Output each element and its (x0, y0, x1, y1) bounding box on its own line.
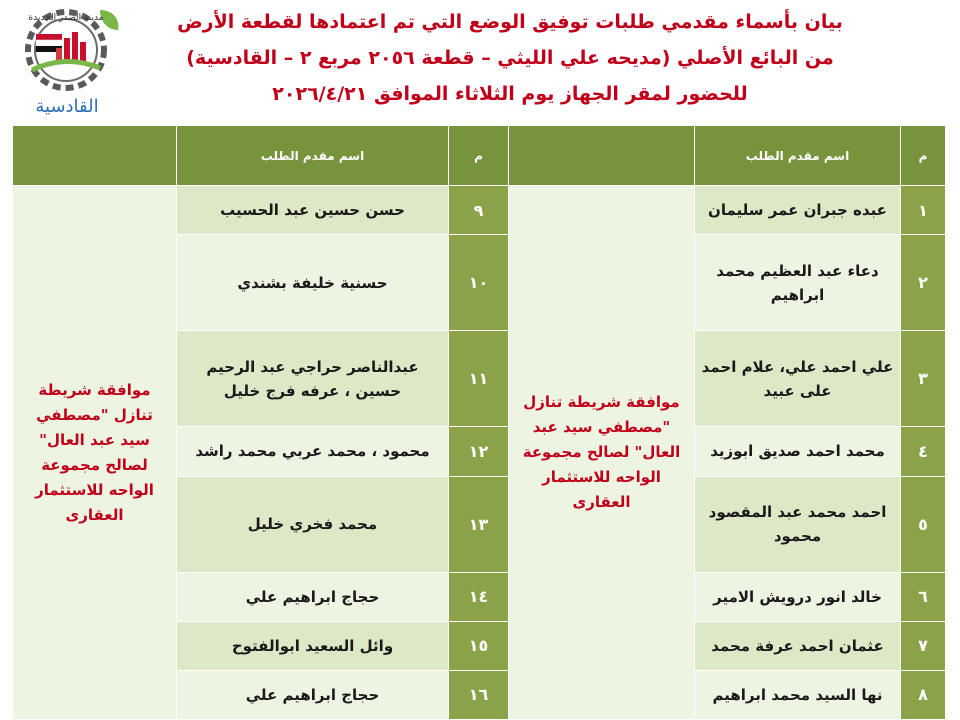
row-number: ٦ (901, 572, 946, 621)
row-number: ٩ (449, 186, 509, 235)
applicant-name: خالد انور درويش الامير (695, 572, 901, 621)
row-number: ٣ (901, 331, 946, 427)
applicant-name: حسنية خليفة بشندي (177, 235, 449, 331)
city-emblem-icon (8, 4, 126, 96)
applicant-name: حجاج ابراهيم علي (177, 572, 449, 621)
col-header-note-left (13, 126, 177, 186)
row-number: ١٥ (449, 621, 509, 670)
applicant-name: حسن حسين عبد الحسيب (177, 186, 449, 235)
row-number: ١٠ (449, 235, 509, 331)
applicant-name: عثمان احمد عرفة محمد (695, 621, 901, 670)
table-header-row (13, 126, 946, 186)
applicant-name: محمود ، محمد عربي محمد راشد (177, 427, 449, 476)
col-header-name-right: اسم مقدم الطلب (695, 126, 901, 186)
applicant-name: محمد فخري خليل (177, 476, 449, 572)
row-number: ٤ (901, 427, 946, 476)
qadisiya-logo (8, 4, 126, 120)
applicant-name: محمد احمد صديق ابوزيد (695, 427, 901, 476)
approval-condition-note-left: موافقة شريطة تنازل "مصطفي سيد عبد العال" لصالح مجموعة الواحه للاستثمار العقارى (13, 186, 177, 720)
applicant-name: دعاء عبد العظيم محمد ابراهيم (695, 235, 901, 331)
applicant-name: وائل السعيد ابوالفتوح (177, 621, 449, 670)
col-header-name-left: اسم مقدم الطلب (177, 126, 449, 186)
row-number: ٢ (901, 235, 946, 331)
approval-condition-note-right: موافقة شريطة تنازل "مصطفي سيد عبد العال" لصالح مجموعة الواحه للاستثمار العقارى (509, 186, 695, 720)
applicant-name: عبدالناصر حراجي عبد الرحيم حسين ، عرفه فرج خليل (177, 331, 449, 427)
row-number: ١٦ (449, 670, 509, 719)
svg-text:مدينة الصدر الجديدة: مدينة الصدر الجديدة (28, 13, 104, 23)
col-header-note-right (509, 126, 695, 186)
header-line-3: للحضور لمقر الجهاز يوم الثلاثاء الموافق ٢٠٢٦/٤/٢١ (272, 83, 748, 105)
row-number: ١ (901, 186, 946, 235)
logo-caption: القادسية (35, 96, 99, 117)
row-number: ٨ (901, 670, 946, 719)
row-number: ١٣ (449, 476, 509, 572)
col-header-num-left: م (449, 126, 509, 186)
applicants-table (12, 125, 946, 720)
header-line-1: بيان بأسماء مقدمي طلبات توفيق الوضع التي تم اعتمادها لقطعة الأرض (177, 11, 843, 33)
row-number: ١٤ (449, 572, 509, 621)
header-line-2: من البائع الأصلي (مديحه علي الليثي – قطعة ٢٠٥٦ مربع ٢ – القادسية) (186, 47, 834, 69)
applicant-name: نها السيد محمد ابراهيم (695, 670, 901, 719)
row-number: ٥ (901, 476, 946, 572)
applicant-name: عبده جبران عمر سليمان (695, 186, 901, 235)
applicant-name: علي احمد علي، علام احمد على عبيد (695, 331, 901, 427)
table-row (13, 186, 946, 235)
document-header (130, 4, 890, 116)
applicant-name: حجاج ابراهيم علي (177, 670, 449, 719)
row-number: ٧ (901, 621, 946, 670)
row-number: ١١ (449, 331, 509, 427)
row-number: ١٢ (449, 427, 509, 476)
applicant-name: احمد محمد عبد المقصود محمود (695, 476, 901, 572)
col-header-num-right: م (901, 126, 946, 186)
